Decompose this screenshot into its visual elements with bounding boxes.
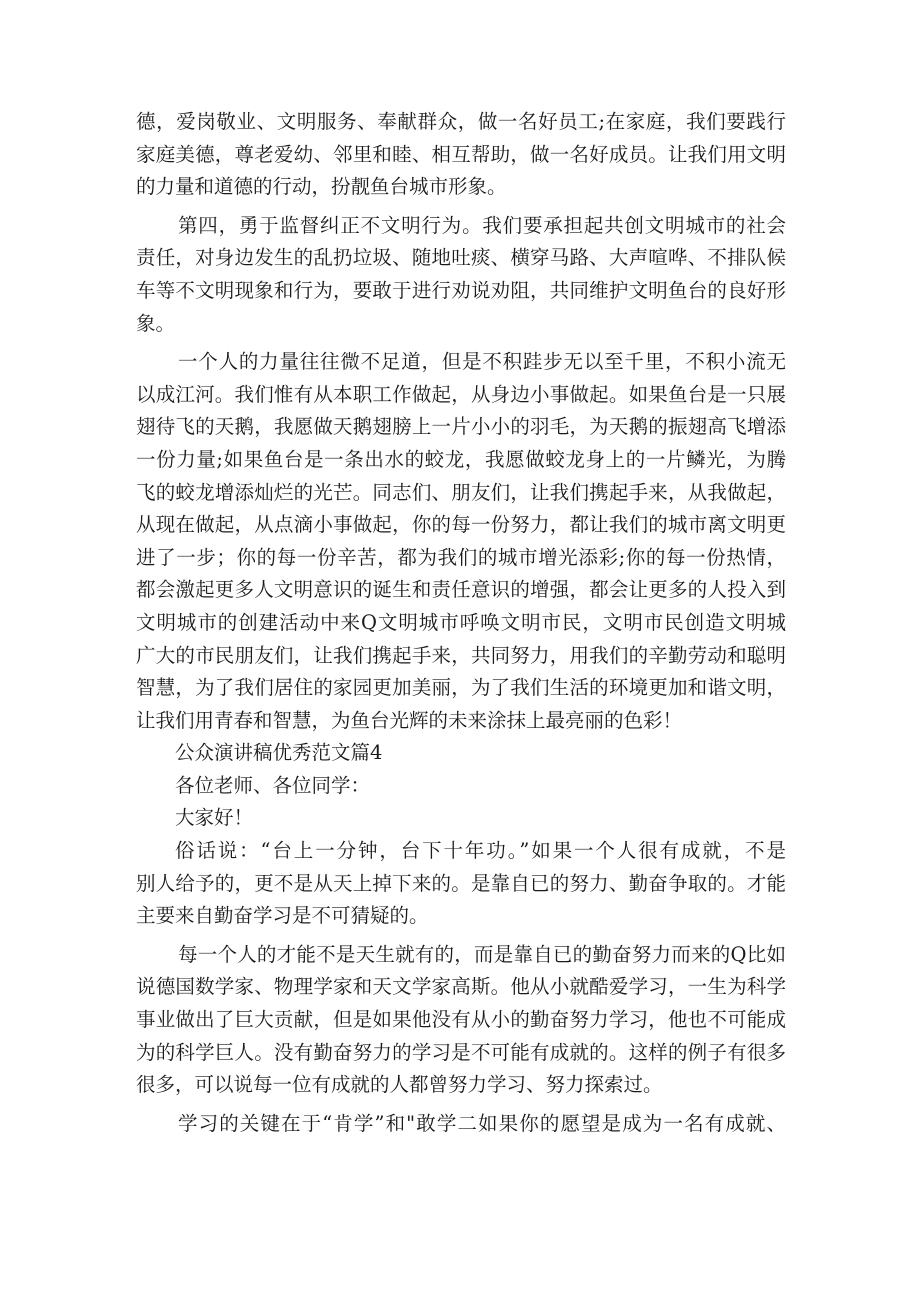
text-line: 别人给予的，更不是从天上掉下来的。是靠自已的努力、勤奋争取的。才能: [136, 871, 786, 895]
text-line: 翅待飞的天鹅，我愿做天鹅翅膀上一片小小的羽毛，为天鹅的振翅高飞增添: [136, 415, 786, 439]
paragraph-start-line: 每一个人的才能不是天生就有的，而是靠自已的勤奋努力而来的Q比如: [178, 942, 786, 966]
text-line: 说德国数学家、物理学家和天文学家高斯。他从小就酷爱学习，一生为科学: [136, 975, 786, 999]
text-line: 象。: [136, 311, 176, 335]
paragraph-start-line: 一个人的力量往往微不足道，但是不积跬步无以至千里，不积小流无: [178, 350, 786, 374]
paragraph-start-line: 俗话说：“台上一分钟，台下十年功。”如果一个人很有成就，不是: [175, 839, 786, 863]
text-line: 德，爱岗敬业、文明服务、奉献群众，做一名好员工;在家庭，我们要践行: [136, 110, 786, 133]
paragraph-start-line: 学习的关键在于“肯学”和"敢学二如果你的愿望是成为一名有成就、: [178, 1111, 786, 1135]
text-line: 广大的市民朋友们，让我们携起手来，共同努力，用我们的辛勤劳动和聪明: [136, 643, 786, 667]
text-line: 文明城市的创建活动中来Q文明城市呼唤文明市民，文明市民创造文明城: [136, 610, 786, 634]
text-line: 很多，可以说每一位有成就的人都曾努力学习、努力探索过。: [136, 1073, 663, 1097]
text-line: 进了一步；你的每一份辛苦，都为我们的城市增光添彩;你的每一份热情，: [136, 545, 786, 569]
text-line: 家庭美德，尊老爱幼、邻里和睦、相互帮助，做一名好成员。让我们用文明: [136, 142, 786, 166]
text-line: 以成江河。我们惟有从本职工作做起，从身边小事做起。如果鱼台是一只展: [136, 382, 786, 406]
text-line: 从现在做起，从点滴小事做起，你的每一份努力，都让我们的城市离文明更: [136, 513, 786, 537]
text-line: 责任，对身边发生的乱扔垃圾、随地吐痰、横穿马路、大声喧哗、不排队候: [136, 246, 786, 270]
text-line: 让我们用青春和智慧，为鱼台光辉的未来涂抹上最亮丽的色彩！: [136, 708, 683, 732]
text-line: 主要来自勤奋学习是不可猜疑的。: [136, 904, 429, 928]
section-heading: 公众演讲稿优秀范文篇4: [175, 741, 383, 765]
text-line: 智慧，为了我们居住的家园更加美丽，为了我们生活的环境更加和谐文明，: [136, 676, 786, 700]
text-line: 飞的蛟龙增添灿烂的光芒。同志们、朋友们，让我们携起手来，从我做起，: [136, 480, 786, 504]
greeting: 大家好！: [175, 806, 254, 830]
salutation: 各位老师、各位同学：: [175, 773, 371, 797]
text-line: 为的科学巨人。没有勤奋努力的学习是不可能有成就的。这样的例子有很多: [136, 1040, 786, 1064]
text-line: 事业做出了巨大贡献，但是如果他没有从小的勤奋努力学习，他也不可能成: [136, 1008, 786, 1032]
text-line: 一份力量;如果鱼台是一条出水的蛟龙，我愿做蛟龙身上的一片鳞光，为腾: [136, 447, 786, 471]
document-body: [136, 106, 786, 1140]
text-line: 都会激起更多人文明意识的诞生和责任意识的增强，都会让更多的人投入到: [136, 578, 786, 602]
paragraph-start-line: 第四，勇于监督纠正不文明行为。我们要承担起共创文明城市的社会: [178, 213, 786, 237]
text-line: 的力量和道德的行动，扮靓鱼台城市形象。: [136, 175, 507, 199]
text-line: 车等不文明现象和行为，要敢于进行劝说劝阻，共同维护文明鱼台的良好形: [136, 278, 786, 302]
